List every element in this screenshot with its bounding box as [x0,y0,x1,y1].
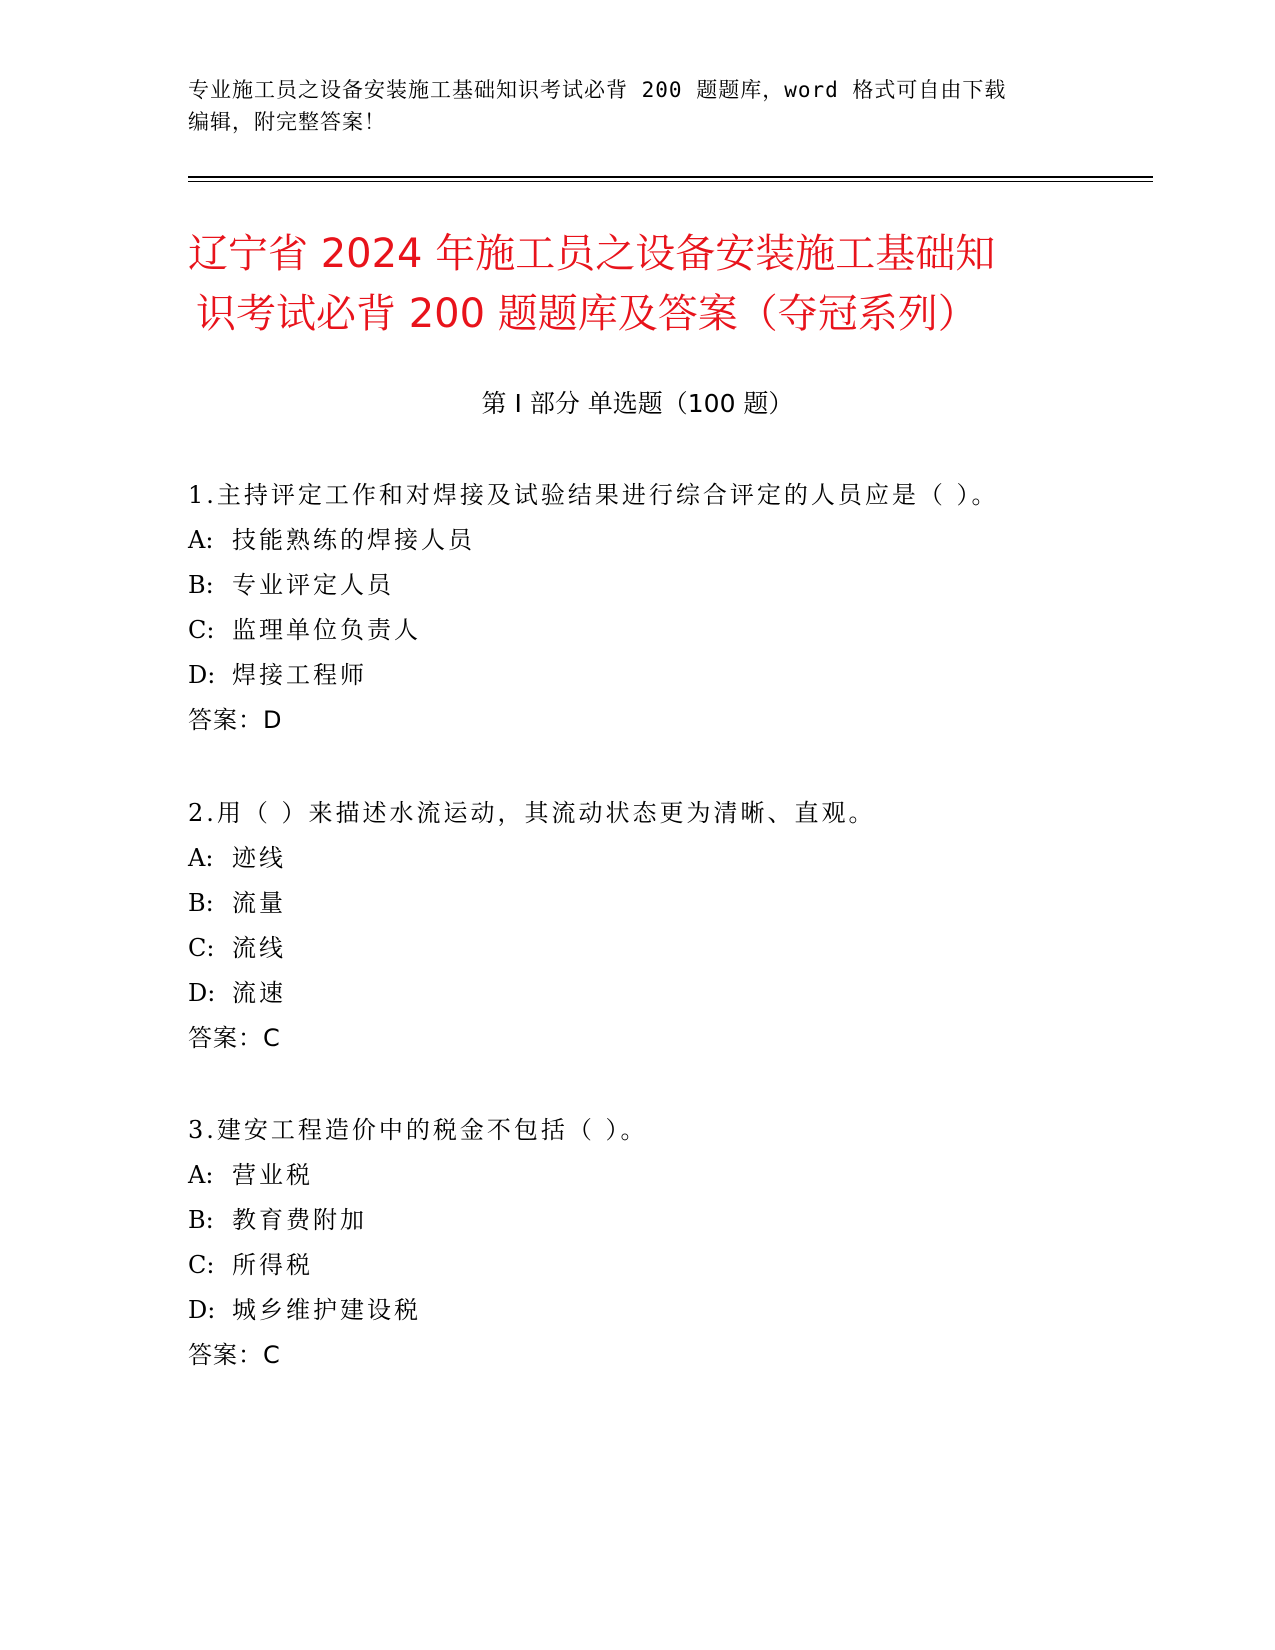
option-letter: D: [188,1296,216,1324]
answer: 答案：C [188,1024,281,1052]
section-heading: 第 I 部分 单选题（100 题） [481,389,794,418]
option-text: 专业评定人员 [232,571,394,599]
option-letter: A: [188,844,214,872]
option-b [188,881,1168,926]
option-text: 监理单位负责人 [232,616,421,644]
question-stem: 1.主持评定工作和对焊接及试验结果进行综合评定的人员应是（ ）。 [188,481,999,509]
option-letter: B: [188,889,214,917]
document-title-line-2: 识考试必背 200 题题库及答案（夺冠系列） [196,291,978,337]
question-1 [188,473,1168,743]
option-text: 迹线 [232,844,286,872]
option-letter: A: [188,526,214,554]
option-a [188,836,1168,881]
option-text: 所得税 [232,1251,313,1279]
option-text: 流线 [232,934,286,962]
option-d [188,971,1168,1016]
question-stem: 2.用（ ）来描述水流运动，其流动状态更为清晰、直观。 [188,799,876,827]
header-note-line-1: 专业施工员之设备安装施工基础知识考试必背 200 题题库，word 格式可自由下载 [188,78,1007,102]
option-text: 营业税 [232,1161,313,1189]
option-letter: A: [188,1161,214,1189]
option-letter: B: [188,1206,214,1234]
option-c [188,608,1168,653]
option-text: 流量 [232,889,286,917]
option-a [188,518,1168,563]
header-note-line-2: 编辑，附完整答案！ [188,110,386,134]
option-c [188,1243,1168,1288]
option-text: 焊接工程师 [232,661,367,689]
option-text: 城乡维护建设税 [232,1296,421,1324]
document-title [188,224,1088,344]
header-note [188,74,1088,138]
option-a [188,1153,1168,1198]
option-b [188,563,1168,608]
option-letter: D: [188,661,216,689]
option-text: 流速 [232,979,286,1007]
question-3 [188,1108,1168,1378]
option-letter: C: [188,1251,215,1279]
option-text: 技能熟练的焊接人员 [232,526,475,554]
option-c [188,926,1168,971]
header-divider-thin [188,181,1153,182]
option-letter: B: [188,571,214,599]
answer: 答案：D [188,706,283,734]
header-divider-thick [188,176,1153,178]
option-letter: C: [188,934,215,962]
option-d [188,1288,1168,1333]
option-letter: D: [188,979,216,1007]
option-letter: C: [188,616,215,644]
question-stem: 3.建安工程造价中的税金不包括（ ）。 [188,1116,648,1144]
option-b [188,1198,1168,1243]
question-2 [188,791,1168,1061]
option-d [188,653,1168,698]
option-text: 教育费附加 [232,1206,367,1234]
document-title-line-1: 辽宁省 2024 年施工员之设备安装施工基础知 [188,231,996,277]
answer: 答案：C [188,1341,281,1369]
